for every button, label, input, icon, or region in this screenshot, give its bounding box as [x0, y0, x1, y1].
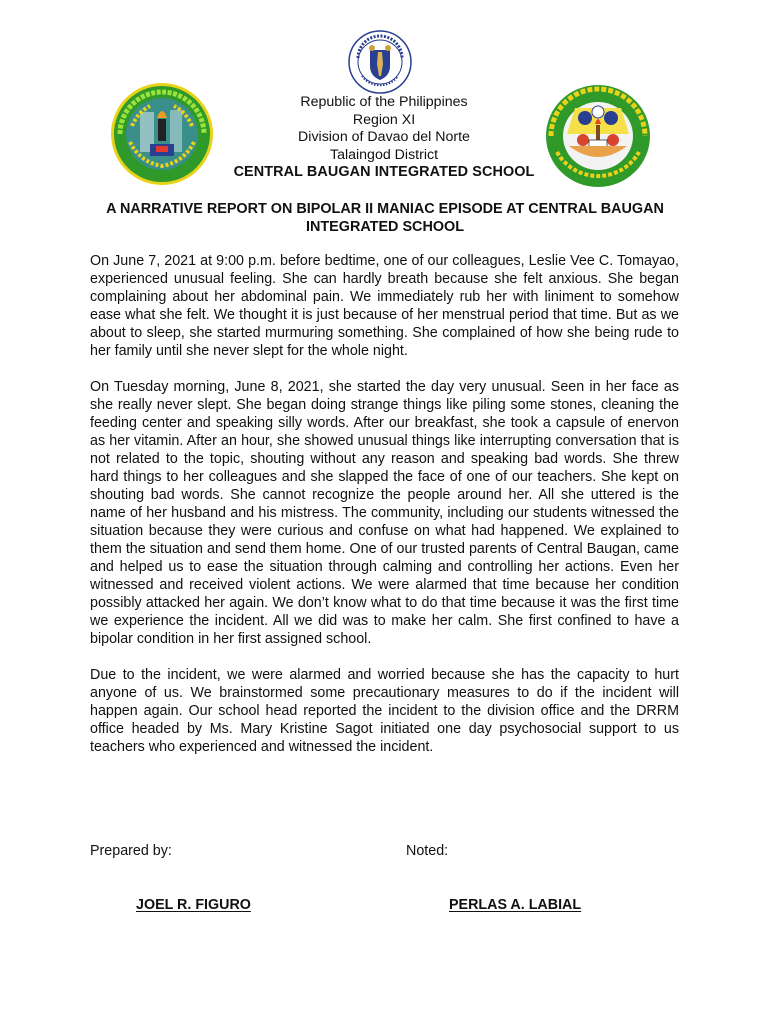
paragraph-1: On June 7, 2021 at 9:00 p.m. before bedtime, one of our colleagues, Leslie Vee C. Tomayao, experienced unusual feeling. She can hardly breath because she felt anxious. She began complaining about her abdominal pain. We immediately rub her with liniment to somehow ease what she felt. We thought it is just because of her menstrual period that time. But as we about to sleep, she started murmuring something. She complained of how she being rude to her family until she never slept for the whole night.: [90, 253, 679, 359]
letterhead-country: Republic of the Philippines: [300, 94, 468, 110]
report-title-line-2: INTEGRATED SCHOOL: [305, 219, 465, 235]
letterhead-school-name: CENTRAL BAUGAN INTEGRATED SCHOOL: [233, 164, 535, 181]
noted-by-name: PERLAS A. LABIAL: [449, 897, 582, 913]
paragraph-2: On Tuesday morning, June 8, 2021, she started the day very unusual. Seen in her face as she really never slept. She began doing strange things like piling some stones, cleaning the feeding center and speaking silly words. After our breakfast, she took a capsule of enervon as her vitamin. After an hour, she showed unusual things like interrupting conversation that is not related to the topic, shouting without any reason and speaking bad words. She threw hard things to her colleagues and she slapped the face of one of our teachers. She kept on shouting bad words. She cannot recognize the people around her. All she uttered is the name of her husband and his mistress. The community, including our students witnessed the situation because they were curious and confuse on what had happened. We explained to them the situation and send them home. One of our trusted parents of Central Baugan, came and helped us to ease the situation through calming and controlling her actions. Even her witnessed and received violent actions. We were alarmed that time because her condition possibly attacked her again. We don’t know what to do that time because it was the first time we experience the incident. All we did was to make her calm. She first confined to have a bipolar condition in her first assigned school.: [90, 379, 679, 647]
letterhead-region: Region XI: [352, 111, 416, 128]
prepared-by-name: JOEL R. FIGURO: [136, 897, 251, 913]
prepared-by-label: Prepared by:: [90, 843, 172, 859]
paragraph-3: Due to the incident, we were alarmed and worried because she has the capacity to hurt anyone of us. We brainstormed some precautionary measures to do if the incident will happen again. Our school head reported the incident to the division office and the DRRM office headed by Ms. Mary Kristine Sagot initiated one day psychosocial support to us teachers who experienced and witnessed the incident.: [90, 667, 679, 755]
school-logo-icon: [110, 82, 214, 186]
noted-label: Noted:: [406, 843, 449, 859]
letterhead-division: Division of Davao del Norte: [298, 129, 470, 146]
report-title-line-1: A NARRATIVE REPORT ON BIPOLAR II MANIAC EPISODE AT CENTRAL BAUGAN: [106, 201, 664, 217]
letterhead: [200, 94, 568, 182]
deped-seal-icon: [348, 30, 412, 94]
report-body: [90, 252, 679, 774]
report-title: [88, 200, 682, 236]
letterhead-district: Talaingod District: [329, 146, 439, 163]
